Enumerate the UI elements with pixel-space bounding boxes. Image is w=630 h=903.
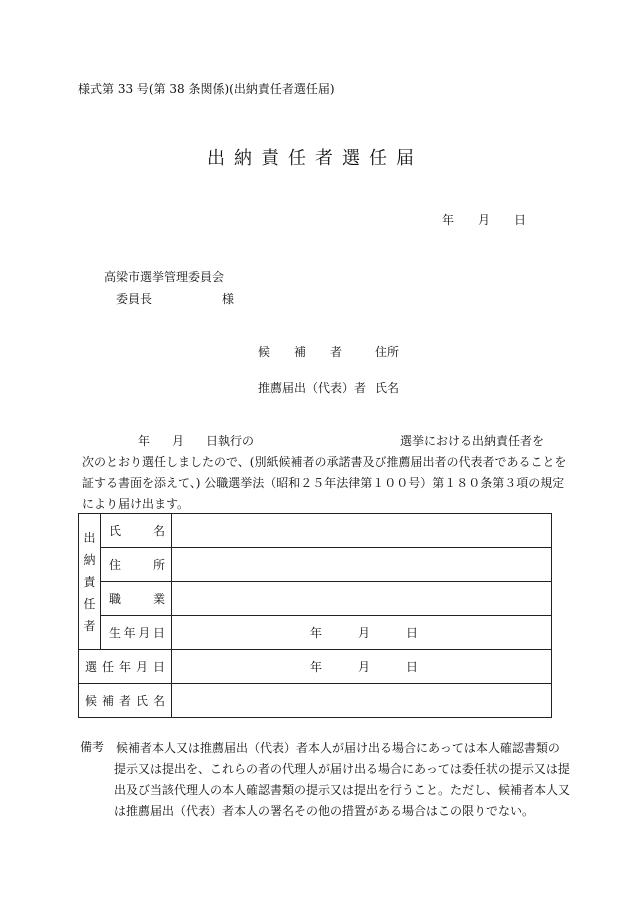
addressee-honorific: 様 (222, 292, 235, 306)
treasurer-group-label: 出 納 責 任 者 (79, 514, 101, 650)
recommender-name-label: 氏名 (375, 381, 400, 395)
addressee-title: 委員長 (116, 292, 153, 306)
body-line1-end: 選挙における出納責任者を (400, 434, 545, 448)
body-year: 年 (138, 434, 151, 448)
body-month: 月 (172, 434, 185, 448)
recommender-label: 推薦届出（代表）者 (258, 381, 367, 395)
page-title: 出納責任者選任届 (207, 148, 423, 169)
body-line4: により届け出ます。 (82, 497, 190, 511)
note-line4: は推薦届出（代表）者本人の署名その他の措置がある場合はこの限りでない。 (114, 804, 535, 818)
occupation-label: 職 業 (101, 582, 172, 616)
address-label: 住 所 (101, 548, 172, 582)
name-field[interactable] (172, 514, 552, 548)
note-heading: 備考 (80, 740, 105, 754)
candidate-label: 候 補 者 (258, 345, 343, 359)
appointment-date-field[interactable]: 年 月 日 (172, 650, 552, 684)
body-paragraph (82, 431, 567, 515)
body-day: 日執行の (206, 434, 255, 448)
date-day-label: 日 (514, 213, 527, 227)
note-line2: 提示又は提出を、これらの者の代理人が届け出る場合にあっては委任状の提示又は提 (114, 762, 570, 776)
submission-date (442, 211, 526, 228)
name-label: 氏 名 (101, 514, 172, 548)
addressee-organization: 高梁市選挙管理委員会 (104, 270, 225, 284)
note-line1: 候補者本人又は推薦届出（代表）者本人が届け出る場合にあっては本人確認書類の (116, 741, 560, 755)
appointment-date-label: 選 任 年 月 日 (79, 650, 172, 684)
date-month-label: 月 (478, 213, 491, 227)
date-year-label: 年 (442, 213, 455, 227)
occupation-field[interactable] (172, 582, 552, 616)
birthdate-label: 生 年 月 日 (101, 616, 172, 650)
treasurer-table (78, 513, 552, 718)
body-line2: 次のとおり選任しましたので、(別紙候補者の承諾書及び推薦届出者の代表者であることを (82, 455, 567, 469)
note-line3: 出及び当該代理人の本人確認書類の提示又は提出を行うこと。ただし、候補者本人又 (114, 783, 571, 797)
candidate-name-field[interactable] (172, 684, 552, 718)
candidate-address-label: 住所 (375, 345, 400, 359)
address-field[interactable] (172, 548, 552, 582)
candidate-name-label: 候 補 者 氏 名 (79, 684, 172, 718)
body-line3: 証する書面を添えて、) 公職選挙法（昭和２５年法律第１００号）第１８０条第３項の規定 (82, 476, 565, 490)
birthdate-field[interactable]: 年 月 日 (172, 616, 552, 650)
note-body (114, 738, 571, 822)
form-number: 様式第 33 号(第 38 条関係)(出納責任者選任届) (78, 82, 335, 96)
